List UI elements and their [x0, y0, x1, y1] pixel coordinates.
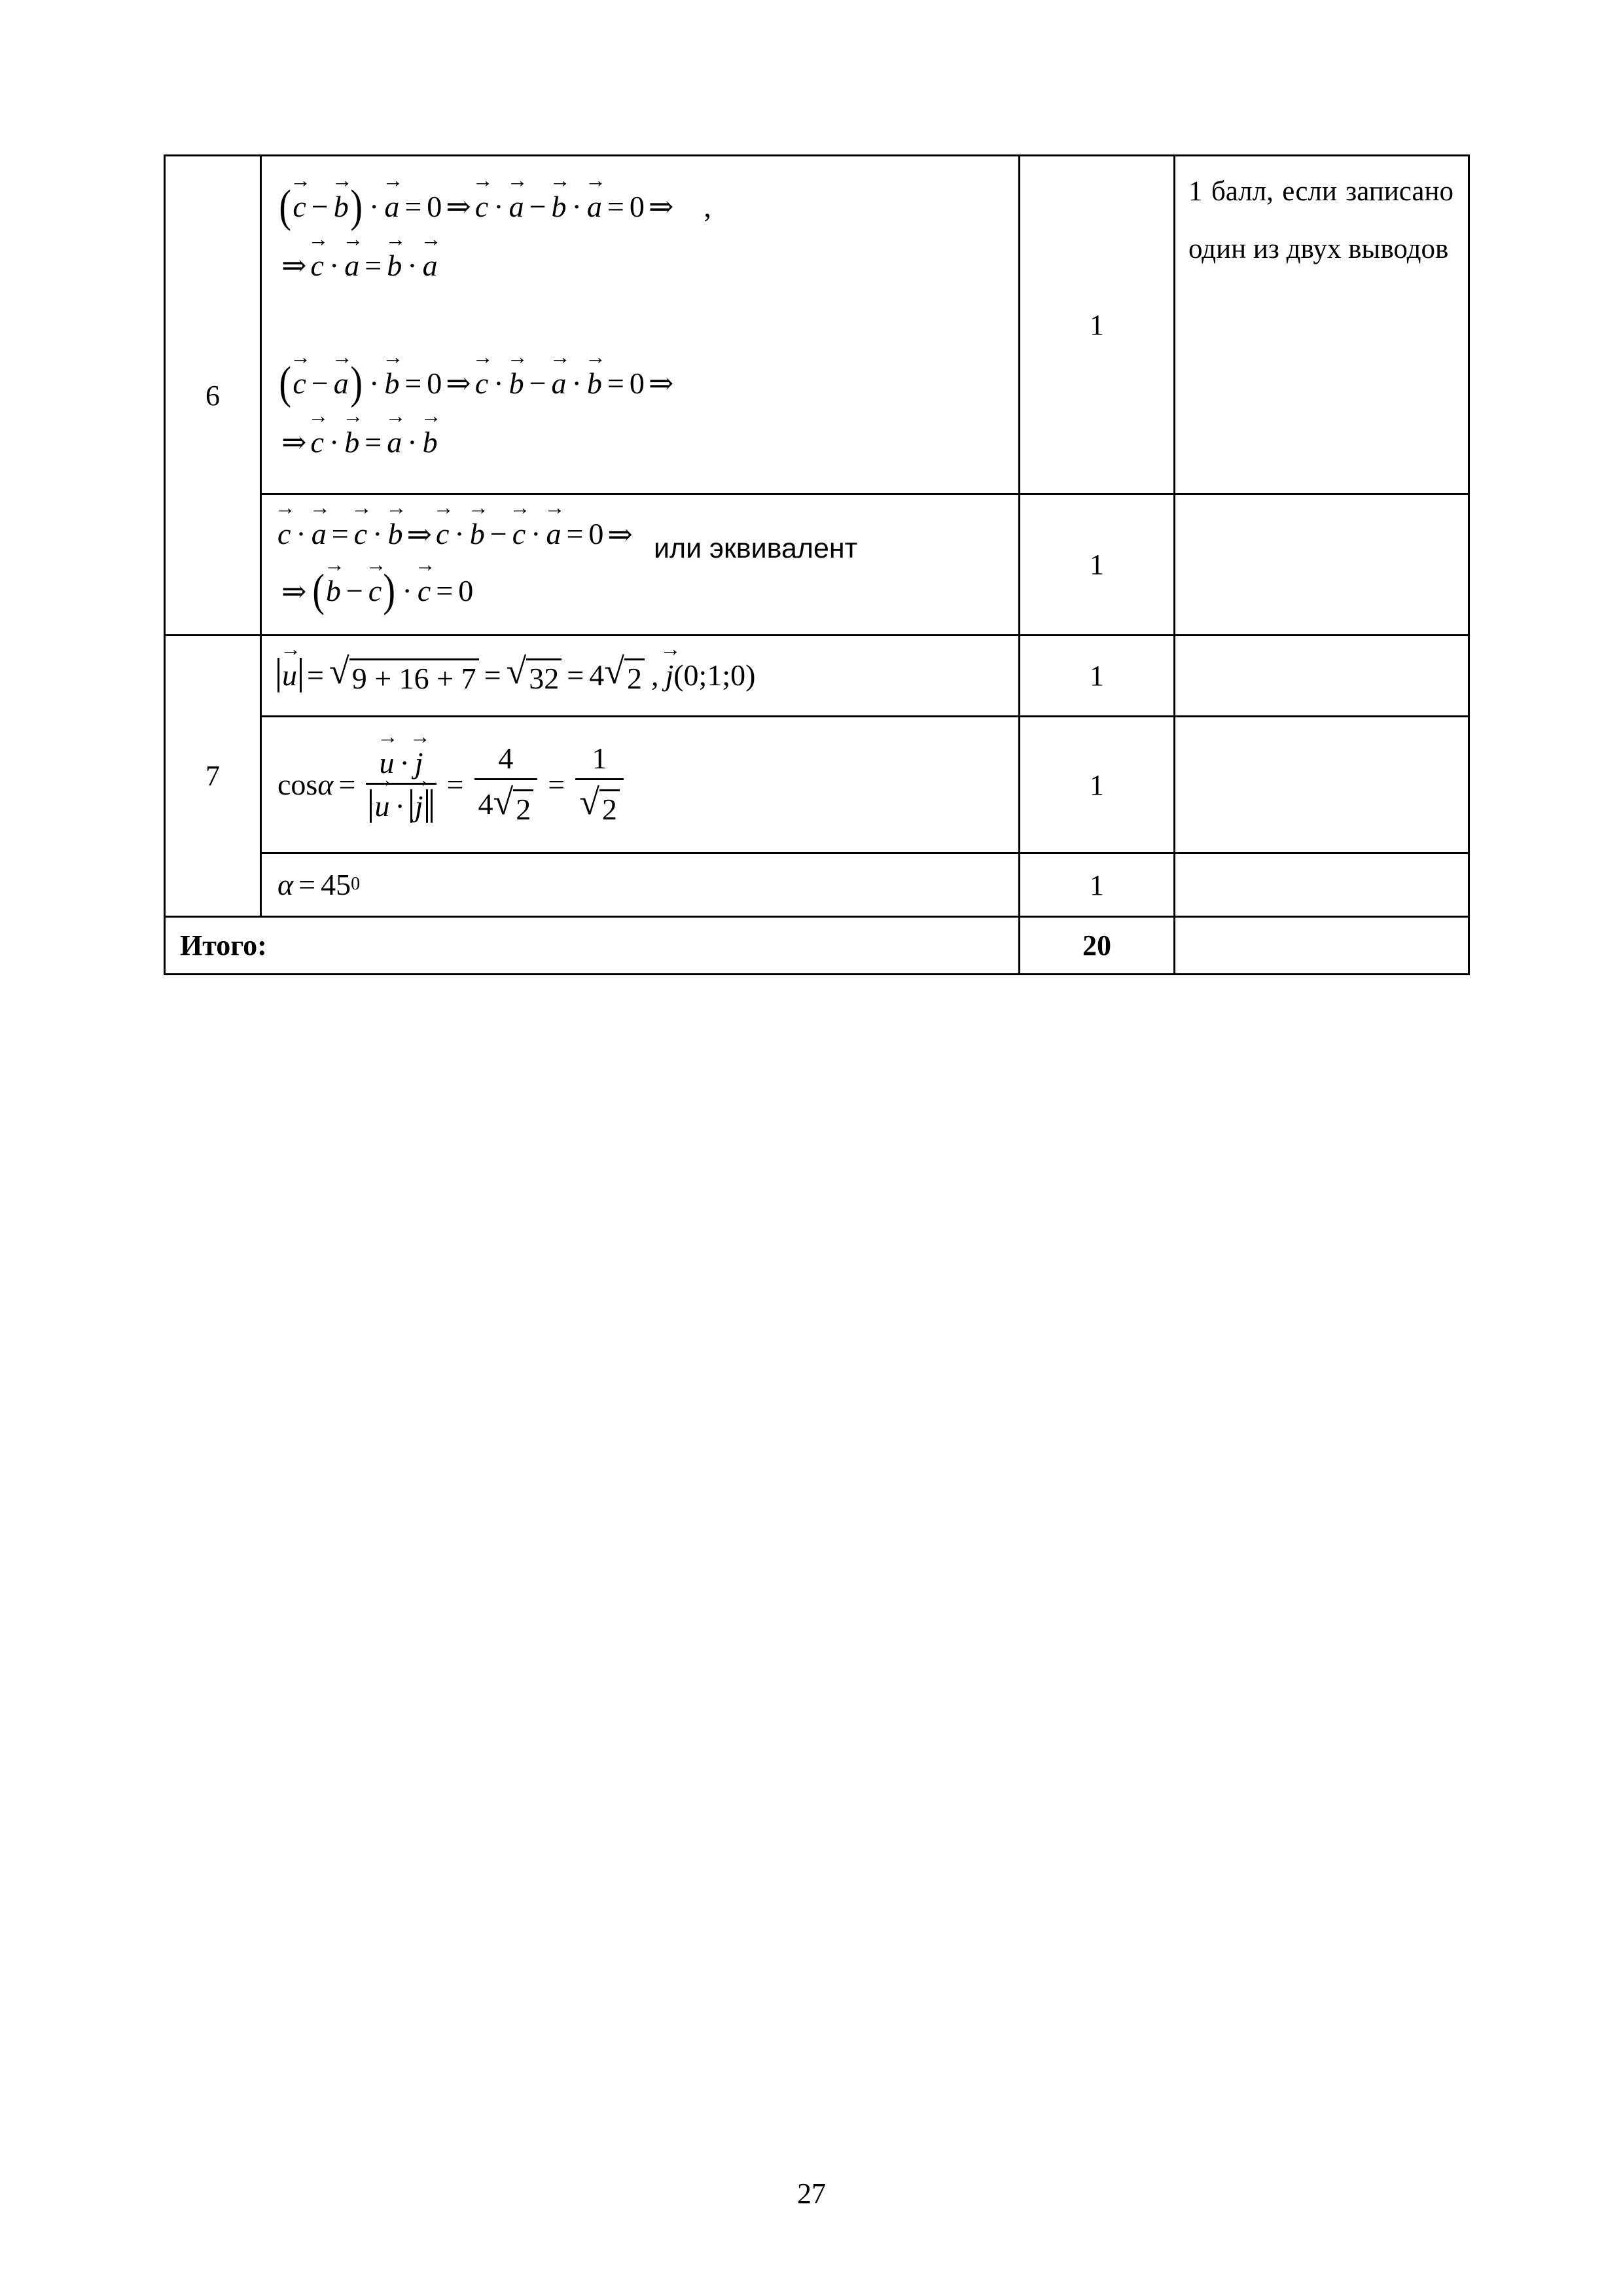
magnitude-formula: → u = √ 9 + 16 + 7 = √ 32 = 4 √ 2 , → j (0;1;0) [277, 653, 1005, 698]
j-coordinates: (0;1;0) [673, 658, 756, 692]
points-cell: 1 [1020, 636, 1175, 717]
grading-table [164, 154, 1470, 975]
total-label-cell [165, 917, 1020, 975]
points-cell: 1 [1020, 156, 1175, 494]
angle-formula: α = 45 0 [277, 867, 361, 901]
cosine-formula: cos α = → u ·→ j → u ·→ j = 4 4 √ 2 = 1 √ 2 [277, 725, 1005, 843]
solution-cell [261, 156, 1020, 494]
formula-line: ⇒ → c · → a = → b · → a [277, 236, 1005, 295]
formula-line: ⇒ → c · → b = → a · → b [277, 412, 1005, 471]
note-cell [1175, 156, 1469, 494]
page-number: 27 [797, 2178, 826, 2210]
points-cell: 1 [1020, 717, 1175, 853]
table-row [165, 636, 1469, 717]
scoring-note: 1 балл, если записано один из двух выводов [1188, 176, 1454, 264]
formula-line: → c · → a = → c · → b ⇒ → c · → b − → c · → a = 0 ⇒ [277, 507, 637, 561]
total-row [165, 917, 1469, 975]
formula-line: ( → c − → b ) · → a = 0 ⇒ → c · → a − → b · → a = 0 ⇒ , [277, 177, 1005, 236]
note-cell [1175, 494, 1469, 636]
table-row [165, 717, 1469, 853]
table-row [165, 156, 1469, 494]
note-cell [1175, 636, 1469, 717]
points-cell: 1 [1020, 853, 1175, 917]
points-cell: 1 [1020, 494, 1175, 636]
table-row [165, 494, 1469, 636]
formula-line: ( → c − → a ) · → b = 0 ⇒ → c · → b − → a · → b = 0 ⇒ [277, 353, 1005, 412]
note-cell [1175, 717, 1469, 853]
total-points: 20 [1020, 917, 1175, 975]
equivalent-label: или эквивалент [653, 533, 858, 564]
solution-cell [261, 717, 1020, 853]
solution-cell [261, 853, 1020, 917]
total-label: Итого: [180, 929, 267, 961]
note-cell [1175, 853, 1469, 917]
solution-cell [261, 636, 1020, 717]
task-number-cell: 6 [165, 156, 261, 636]
note-cell [1175, 917, 1469, 975]
task-number-cell: 7 [165, 636, 261, 917]
trailing-comma: , [704, 189, 711, 223]
formula-line: ⇒ ( → b − → c ) · → c = 0 [277, 561, 637, 621]
solution-cell [261, 494, 1020, 636]
table-row [165, 853, 1469, 917]
